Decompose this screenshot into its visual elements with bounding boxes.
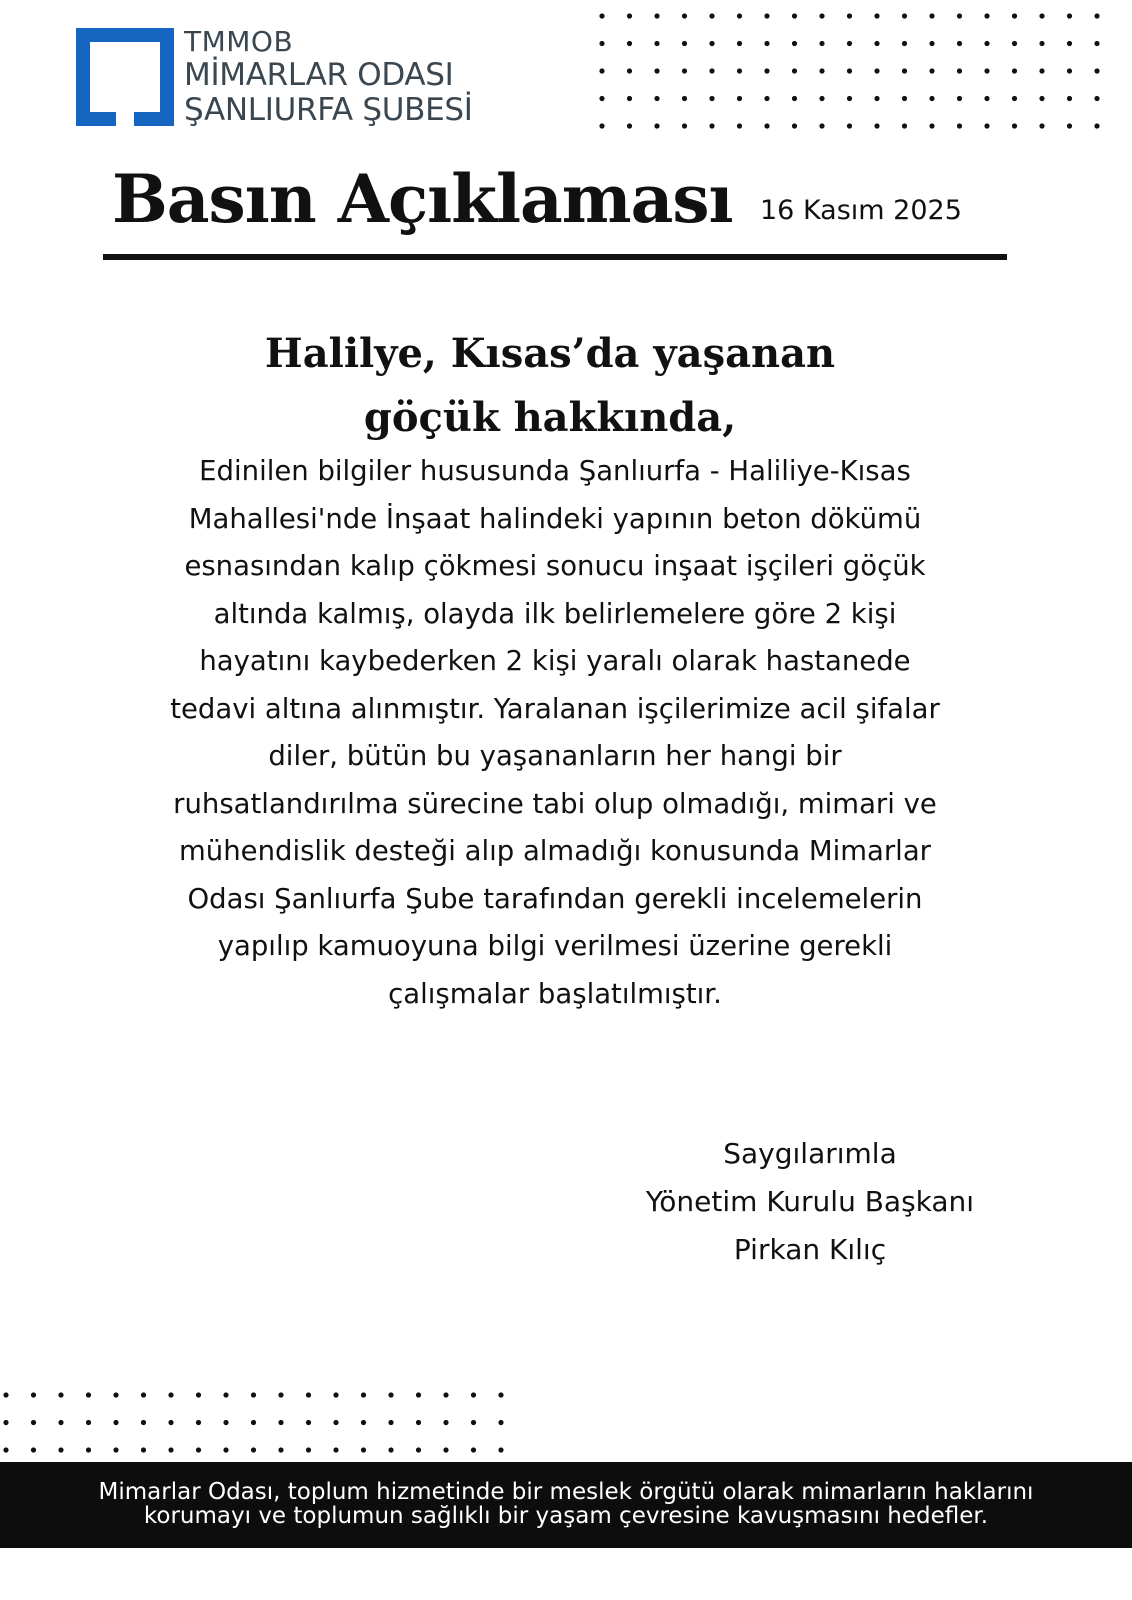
decorative-dot	[737, 123, 742, 128]
decorative-dot	[471, 1447, 476, 1452]
decorative-dot	[847, 41, 852, 46]
decorative-dot	[388, 1420, 393, 1425]
decorative-dot	[1039, 96, 1044, 101]
decorative-dot	[113, 1420, 118, 1425]
decorative-dot	[278, 1392, 283, 1397]
decorative-dot-grid-top	[598, 10, 1132, 132]
decorative-dot	[957, 123, 962, 128]
decorative-dot	[682, 96, 687, 101]
decorative-dot	[654, 123, 659, 128]
decorative-dot	[627, 68, 632, 73]
decorative-dot	[361, 1392, 366, 1397]
body-line: tedavi altına alınmıştır. Yaralanan işçilerimize acil şifalar	[170, 692, 940, 725]
decorative-dot	[31, 1392, 36, 1397]
decorative-dot	[168, 1447, 173, 1452]
decorative-dot	[306, 1447, 311, 1452]
body-line: Edinilen bilgiler hususunda Şanlıurfa - Haliliye-Kısas	[199, 455, 911, 487]
decorative-dot	[709, 123, 714, 128]
decorative-dot	[984, 41, 989, 46]
decorative-dot	[599, 41, 604, 46]
decorative-dot	[1012, 96, 1017, 101]
decorative-dot	[361, 1447, 366, 1452]
decorative-dot	[627, 123, 632, 128]
decorative-dot	[196, 1447, 201, 1452]
decorative-dot	[792, 96, 797, 101]
decorative-dot	[471, 1420, 476, 1425]
decorative-dot	[682, 68, 687, 73]
headline-line: Halilye, Kısas’da yaşanan	[264, 330, 836, 377]
decorative-dot	[1039, 123, 1044, 128]
decorative-dot	[957, 41, 962, 46]
decorative-dot	[737, 41, 742, 46]
decorative-dot	[251, 1420, 256, 1425]
decorative-dot	[654, 41, 659, 46]
body-line: çalışmalar başlatılmıştır.	[388, 977, 722, 1010]
decorative-dot	[416, 1420, 421, 1425]
header-divider	[103, 254, 1007, 260]
decorative-dot	[599, 68, 604, 73]
decorative-dot	[847, 123, 852, 128]
body-line: diler, bütün bu yaşananların her hangi bir	[268, 740, 842, 772]
release-date: 16 Kasım 2025	[760, 195, 962, 226]
decorative-dot	[874, 13, 879, 18]
decorative-dot	[3, 1392, 8, 1397]
decorative-dot	[654, 13, 659, 18]
decorative-dot	[1012, 13, 1017, 18]
decorative-dot	[141, 1392, 146, 1397]
decorative-dot	[957, 96, 962, 101]
decorative-dot	[929, 68, 934, 73]
decorative-dot	[792, 13, 797, 18]
logo-text	[184, 25, 473, 128]
decorative-dot	[1039, 13, 1044, 18]
decorative-dot	[819, 123, 824, 128]
decorative-dot	[1067, 123, 1072, 128]
decorative-dot	[654, 96, 659, 101]
decorative-dot	[498, 1447, 503, 1452]
decorative-dot	[333, 1447, 338, 1452]
organization-logo	[76, 25, 536, 128]
footer-banner	[0, 1462, 1132, 1548]
footer-line: Mimarlar Odası, toplum hizmetinde bir meslek örgütü olarak mimarların haklarını	[98, 1479, 1034, 1505]
decorative-dot	[31, 1420, 36, 1425]
decorative-dot	[31, 1447, 36, 1452]
decorative-dot	[1094, 13, 1099, 18]
decorative-dot	[682, 123, 687, 128]
decorative-dot	[984, 123, 989, 128]
decorative-dot	[86, 1392, 91, 1397]
decorative-dot	[874, 41, 879, 46]
decorative-dot	[792, 123, 797, 128]
decorative-dot	[1039, 68, 1044, 73]
decorative-dot	[58, 1392, 63, 1397]
decorative-dot	[306, 1392, 311, 1397]
decorative-dot	[168, 1420, 173, 1425]
footer-mission-text	[0, 1480, 1132, 1528]
decorative-dot	[333, 1420, 338, 1425]
decorative-dot	[709, 41, 714, 46]
decorative-dot	[443, 1392, 448, 1397]
decorative-dot	[599, 123, 604, 128]
body-line: altında kalmış, olayda ilk belirlemelere göre 2 kişi	[213, 597, 897, 630]
body-line: mühendislik desteği alıp almadığı konusunda Mimarlar	[179, 835, 931, 867]
decorative-dot	[86, 1447, 91, 1452]
decorative-dot	[847, 13, 852, 18]
decorative-dot	[3, 1420, 8, 1425]
signature-name: Pirkan Kılıç	[733, 1233, 887, 1266]
decorative-dot	[874, 123, 879, 128]
decorative-dot	[847, 68, 852, 73]
decorative-dot	[929, 123, 934, 128]
decorative-dot	[709, 96, 714, 101]
decorative-dot	[113, 1447, 118, 1452]
decorative-dot	[58, 1447, 63, 1452]
decorative-dot	[1094, 41, 1099, 46]
decorative-dot	[306, 1420, 311, 1425]
footer-line: korumayı ve toplumun sağlıklı bir yaşam çevresine kavuşmasını hedefler.	[143, 1503, 989, 1529]
decorative-dot	[3, 1447, 8, 1452]
decorative-dot	[819, 68, 824, 73]
decorative-dot	[1012, 123, 1017, 128]
decorative-dot	[874, 96, 879, 101]
headline-line: göçük hakkında,	[363, 394, 737, 441]
decorative-dot	[1039, 41, 1044, 46]
decorative-dot	[737, 68, 742, 73]
logo-branch-name: ŞANLIURFA ŞUBESİ	[184, 92, 473, 128]
decorative-dot	[819, 96, 824, 101]
decorative-dot	[471, 1392, 476, 1397]
headline	[100, 322, 1000, 450]
decorative-dot	[416, 1392, 421, 1397]
decorative-dot	[333, 1392, 338, 1397]
decorative-dot	[902, 123, 907, 128]
decorative-dot	[929, 96, 934, 101]
decorative-dot	[764, 68, 769, 73]
decorative-dot	[737, 96, 742, 101]
decorative-dot	[1067, 96, 1072, 101]
body-line: yapılıp kamuoyuna bilgi verilmesi üzerine gerekli	[217, 930, 893, 962]
decorative-dot	[141, 1447, 146, 1452]
decorative-dot	[58, 1420, 63, 1425]
body-line: Odası Şanlıurfa Şube tarafından gerekli incelemelerin	[187, 882, 923, 915]
decorative-dot	[196, 1392, 201, 1397]
decorative-dot	[764, 13, 769, 18]
decorative-dot	[627, 96, 632, 101]
decorative-dot	[223, 1447, 228, 1452]
body-line: Mahallesi'nde İnşaat halindeki yapının beton dökümü	[188, 502, 922, 535]
decorative-dot	[874, 68, 879, 73]
decorative-dot	[682, 41, 687, 46]
decorative-dot	[709, 68, 714, 73]
decorative-dot	[498, 1392, 503, 1397]
decorative-dot	[443, 1420, 448, 1425]
decorative-dot	[902, 41, 907, 46]
decorative-dot	[627, 13, 632, 18]
decorative-dot	[902, 13, 907, 18]
decorative-dot	[929, 13, 934, 18]
decorative-dot	[984, 13, 989, 18]
page-title: Basın Açıklaması	[112, 160, 733, 238]
decorative-dot	[957, 68, 962, 73]
decorative-dot	[1094, 123, 1099, 128]
decorative-dot	[443, 1447, 448, 1452]
decorative-dot	[416, 1447, 421, 1452]
decorative-dot	[141, 1420, 146, 1425]
decorative-dot	[599, 96, 604, 101]
decorative-dot	[1067, 41, 1072, 46]
decorative-dot	[599, 13, 604, 18]
decorative-dot	[1012, 68, 1017, 73]
signature-closing: Saygılarımla	[723, 1137, 897, 1170]
decorative-dot	[278, 1447, 283, 1452]
decorative-dot	[984, 68, 989, 73]
decorative-dot	[388, 1392, 393, 1397]
body-line: esnasından kalıp çökmesi sonucu inşaat işçileri göçük	[184, 550, 926, 582]
signature-role: Yönetim Kurulu Başkanı	[645, 1185, 975, 1218]
body-line: ruhsatlandırılma sürecine tabi olup olmadığı, mimari ve	[173, 787, 937, 820]
body-line: hayatını kaybederken 2 kişi yaralı olarak hastanede	[199, 645, 911, 677]
decorative-dot	[764, 41, 769, 46]
decorative-dot	[113, 1392, 118, 1397]
decorative-dot	[388, 1447, 393, 1452]
logo-chamber-name: MİMARLAR ODASI	[184, 57, 454, 93]
decorative-dot	[251, 1392, 256, 1397]
decorative-dot	[1012, 41, 1017, 46]
decorative-dot	[86, 1420, 91, 1425]
decorative-dot	[1067, 13, 1072, 18]
decorative-dot	[984, 96, 989, 101]
decorative-dot	[902, 96, 907, 101]
decorative-dot	[251, 1447, 256, 1452]
decorative-dot	[957, 13, 962, 18]
decorative-dot	[902, 68, 907, 73]
decorative-dot	[498, 1420, 503, 1425]
signature-block	[600, 1130, 1020, 1274]
decorative-dot	[361, 1420, 366, 1425]
decorative-dot	[792, 68, 797, 73]
decorative-dot	[819, 41, 824, 46]
decorative-dot	[682, 13, 687, 18]
decorative-dot	[278, 1420, 283, 1425]
decorative-dot	[847, 96, 852, 101]
decorative-dot	[223, 1392, 228, 1397]
decorative-dot	[819, 13, 824, 18]
square-bracket-logo-icon	[76, 28, 174, 126]
decorative-dot	[654, 68, 659, 73]
decorative-dot	[196, 1420, 201, 1425]
decorative-dot	[1094, 68, 1099, 73]
logo-tmmob: TMMOB	[184, 25, 294, 58]
decorative-dot	[1067, 68, 1072, 73]
decorative-dot	[709, 13, 714, 18]
decorative-dot	[792, 41, 797, 46]
decorative-dot-grid-bottom	[0, 1390, 530, 1456]
decorative-dot	[223, 1420, 228, 1425]
decorative-dot	[627, 41, 632, 46]
decorative-dot	[929, 41, 934, 46]
decorative-dot	[764, 96, 769, 101]
decorative-dot	[737, 13, 742, 18]
decorative-dot	[764, 123, 769, 128]
statement-body	[100, 448, 1010, 1018]
decorative-dot	[168, 1392, 173, 1397]
decorative-dot	[1094, 96, 1099, 101]
